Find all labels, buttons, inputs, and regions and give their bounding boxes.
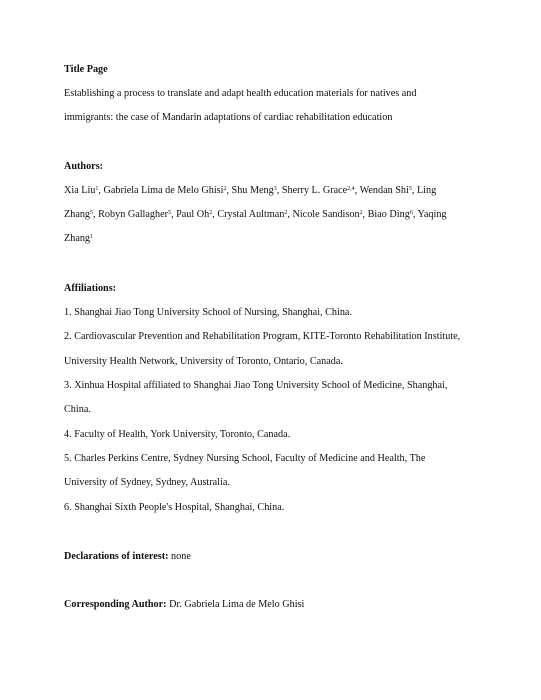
- author-name: Gabriela Lima de Melo Ghisi: [103, 185, 224, 196]
- affiliation-line: University of Sydney, Sydney, Australia.: [64, 477, 230, 488]
- author-separator: ,: [354, 185, 360, 196]
- author-separator: ,: [212, 209, 218, 220]
- author-name: Paul Oh: [176, 209, 210, 220]
- authors-line-1: [64, 184, 436, 198]
- affiliation-line: China.: [64, 404, 91, 415]
- affiliation-line: 1. Shanghai Jiao Tong University School of Nursing, Shanghai, China.: [64, 307, 353, 318]
- author-separator: ,: [287, 209, 293, 220]
- author-affiliation-mark: 2: [359, 210, 363, 216]
- affiliation-line: 2. Cardiovascular Prevention and Rehabilitation Program, KITE-Toronto Rehabilitation Institute,: [64, 331, 461, 342]
- affiliations-heading: Affiliations:: [64, 283, 117, 294]
- author-name: Nicole Sandison: [292, 209, 360, 220]
- author-separator: ,: [93, 209, 99, 220]
- author-separator: ,: [226, 185, 232, 196]
- author-affiliation-mark: 6: [409, 210, 413, 216]
- authors-line-3: [64, 232, 93, 246]
- author-name-part-2: Zhang: [64, 209, 91, 220]
- author-separator: ,: [171, 209, 177, 220]
- affiliation-line: 5. Charles Perkins Centre, Sydney Nursing School, Faculty of Medicine and Health, The: [64, 453, 426, 464]
- declarations-label: Declarations of interest:: [64, 551, 169, 562]
- author-name: Crystal Aultman: [217, 209, 285, 220]
- corresponding-value: Dr. Gabriela Lima de Melo Ghisi: [166, 599, 305, 610]
- affiliation-line: 6. Shanghai Sixth People's Hospital, Shanghai, China.: [64, 502, 285, 513]
- author-name-part-1: Yaqing: [417, 209, 447, 220]
- author-separator: ,: [98, 185, 104, 196]
- author-name: Wendan Shi: [359, 185, 409, 196]
- author-affiliation-mark: 5: [90, 210, 94, 216]
- authors-heading: Authors:: [64, 161, 104, 172]
- author-affiliation-mark: 2: [284, 210, 288, 216]
- author-name-part-2: Zhang: [64, 233, 91, 244]
- author-affiliation-mark: 3: [273, 186, 277, 192]
- author-separator: ,: [411, 185, 417, 196]
- affiliation-line: 3. Xinhua Hospital affiliated to Shanghai Jiao Tong University School of Medicine, Shanghai,: [64, 380, 448, 391]
- corresponding-label: Corresponding Author:: [64, 599, 167, 610]
- author-affiliation-mark: 1: [90, 234, 94, 240]
- affiliation-line: 4. Faculty of Health, York University, Toronto, Canada.: [64, 429, 291, 440]
- author-affiliation-mark: 1: [95, 186, 99, 192]
- author-affiliation-mark: 5: [408, 186, 412, 192]
- author-name: Biao Ding: [367, 209, 410, 220]
- affiliation-line: University Health Network, University of Toronto, Ontario, Canada.: [64, 356, 343, 367]
- author-name: Robyn Gallagher: [98, 209, 169, 220]
- title-page-heading: Title Page: [64, 64, 108, 75]
- author-affiliation-mark: 2: [223, 186, 227, 192]
- corresponding-author: [64, 598, 304, 612]
- authors-line-2: [64, 208, 447, 222]
- declarations-of-interest: [64, 550, 191, 564]
- author-name: Sherry L. Grace: [281, 185, 348, 196]
- author-name-part-1: Ling: [416, 185, 437, 196]
- author-affiliation-mark: 2: [209, 210, 213, 216]
- author-separator: ,: [362, 209, 368, 220]
- paper-title-line-1: Establishing a process to translate and adapt health education materials for natives and: [64, 88, 417, 99]
- author-separator: ,: [276, 185, 282, 196]
- paper-title-line-2: immigrants: the case of Mandarin adaptations of cardiac rehabilitation education: [64, 112, 393, 123]
- author-separator: ,: [412, 209, 418, 220]
- declarations-value: none: [168, 551, 191, 562]
- author-affiliation-mark: 2,4: [347, 186, 355, 192]
- author-name: Shu Meng: [231, 185, 274, 196]
- author-affiliation-mark: 5: [168, 210, 172, 216]
- author-name: Xia Liu: [64, 185, 96, 196]
